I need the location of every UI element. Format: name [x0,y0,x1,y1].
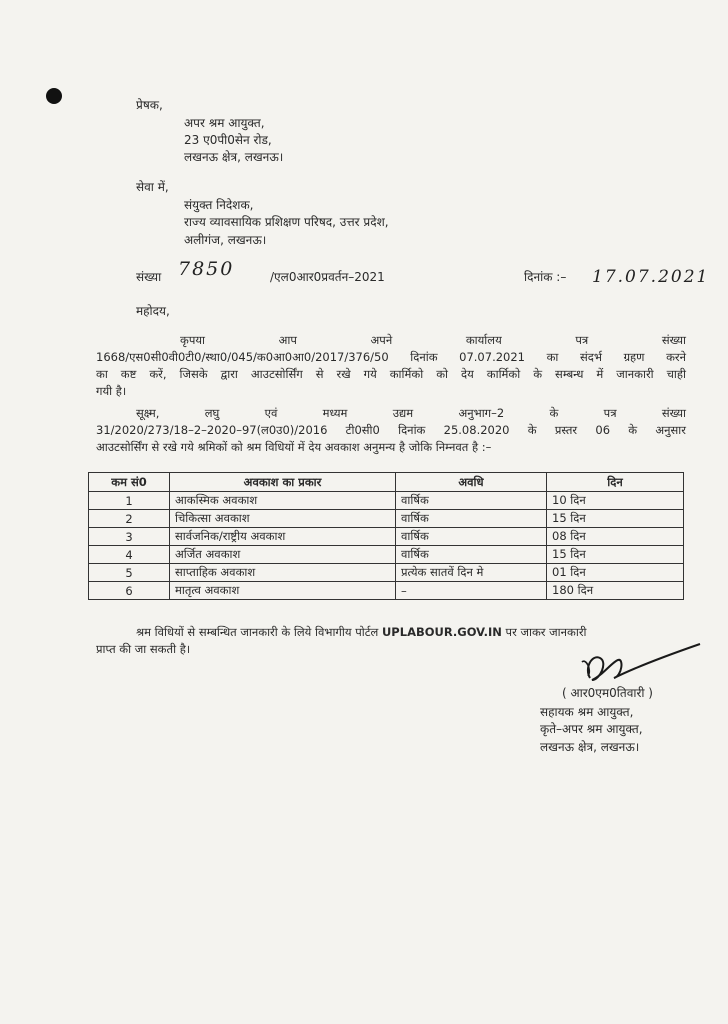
cell-period: – [396,582,547,600]
cell-serial: 5 [89,564,170,582]
sender-line: लखनऊ क्षेत्र, लखनऊ। [184,150,284,164]
table-row [89,528,684,546]
date-label: दिनांक :– [524,270,567,284]
table-row [89,492,684,510]
recipient-line: अलीगंज, लखनऊ। [184,233,267,247]
table-row [89,546,684,564]
cell-days: 180 दिन [547,582,684,600]
cell-leave-type: चिकित्सा अवकाश [170,510,396,528]
para2-line: सूक्ष्म, लघु एवं मध्यम उद्यम अनुभाग–2 के पत्र संख्या [136,406,686,420]
para1-line: का कष्ट करें, जिसके द्वारा आउटसोर्सिंग से रखे गये कार्मिको को देय कार्मिको के सम्बन्ध में जानकारी चाही [96,367,686,381]
cell-serial: 1 [89,492,170,510]
cell-leave-type: सार्वजनिक/राष्ट्रीय अवकाश [170,528,396,546]
signatory-office: लखनऊ क्षेत्र, लखनऊ। [540,740,640,754]
closing-text-pre: श्रम विधियों से सम्बन्धित जानकारी के लिये विभागीय पोर्टल [136,625,379,639]
closing-line [136,624,587,640]
cell-period: वार्षिक [396,510,547,528]
signature-scribble-icon [578,640,708,690]
cell-leave-type: आकस्मिक अवकाश [170,492,396,510]
punch-hole-mark [46,88,62,104]
recipient-line: राज्य व्यावसायिक प्रशिक्षण परिषद, उत्तर प्रदेश, [184,215,389,229]
reference-suffix: /एल0आर0प्रवर्तन–2021 [270,270,385,284]
signatory-name: ( आर0एम0तिवारी ) [562,686,653,700]
para2-line: आउटसोर्सिंग से रखे गये श्रमिकों को श्रम विधियों में देय अवकाश अनुमन्य है जोकि निम्नवत है :– [96,440,492,454]
cell-period: प्रत्येक सातवें दिन मे [396,564,547,582]
para2-line: 31/2020/273/18–2–2020–97(ल0उ0)/2016 टी0सी0 दिनांक 25.08.2020 के प्रस्तर 06 के अनुसार [96,423,686,437]
para1-line: 1668/एस0सी0वी0टी0/स्था0/045/क0आ0आ0/2017/376/50 दिनांक 07.07.2021 का संदर्भ ग्रहण करने [96,350,686,364]
recipient-label: सेवा में, [136,180,169,194]
signatory-on-behalf: कृते–अपर श्रम आयुक्त, [540,722,643,736]
cell-period: वार्षिक [396,492,547,510]
cell-period: वार्षिक [396,528,547,546]
cell-days: 01 दिन [547,564,684,582]
signatory-designation: सहायक श्रम आयुक्त, [540,705,634,719]
letter-date: 17.07.2021 [592,267,710,287]
cell-days: 15 दिन [547,546,684,564]
cell-days: 08 दिन [547,528,684,546]
header-serial: कम सं0 [89,473,170,492]
cell-serial: 6 [89,582,170,600]
cell-leave-type: अर्जित अवकाश [170,546,396,564]
para1-line: कृपया आप अपने कार्यालय पत्र संख्या [180,333,686,347]
table-header-row [89,473,684,492]
cell-leave-type: मातृत्व अवकाश [170,582,396,600]
cell-days: 10 दिन [547,492,684,510]
leave-table [88,472,684,600]
cell-period: वार्षिक [396,546,547,564]
header-period: अवधि [396,473,547,492]
closing-line: प्राप्त की जा सकती है। [96,642,191,656]
salutation: महोदय, [136,304,170,318]
table-row [89,582,684,600]
sender-line: अपर श्रम आयुक्त, [184,116,265,130]
table-row [89,510,684,528]
header-leave-type: अवकाश का प्रकार [170,473,396,492]
cell-leave-type: साप्ताहिक अवकाश [170,564,396,582]
cell-days: 15 दिन [547,510,684,528]
header-days: दिन [547,473,684,492]
portal-link[interactable]: UPLABOUR.GOV.IN [381,625,502,639]
cell-serial: 4 [89,546,170,564]
cell-serial: 3 [89,528,170,546]
closing-text-post: पर जाकर जानकारी [505,625,587,639]
reference-number: 7850 [178,258,235,280]
para1-line: गयी है। [96,384,127,398]
table-row [89,564,684,582]
sender-line: 23 ए0पी0सेन रोड, [184,133,272,147]
recipient-line: संयुक्त निदेशक, [184,198,254,212]
sender-label: प्रेषक, [136,98,163,112]
reference-label: संख्या [136,270,162,284]
cell-serial: 2 [89,510,170,528]
